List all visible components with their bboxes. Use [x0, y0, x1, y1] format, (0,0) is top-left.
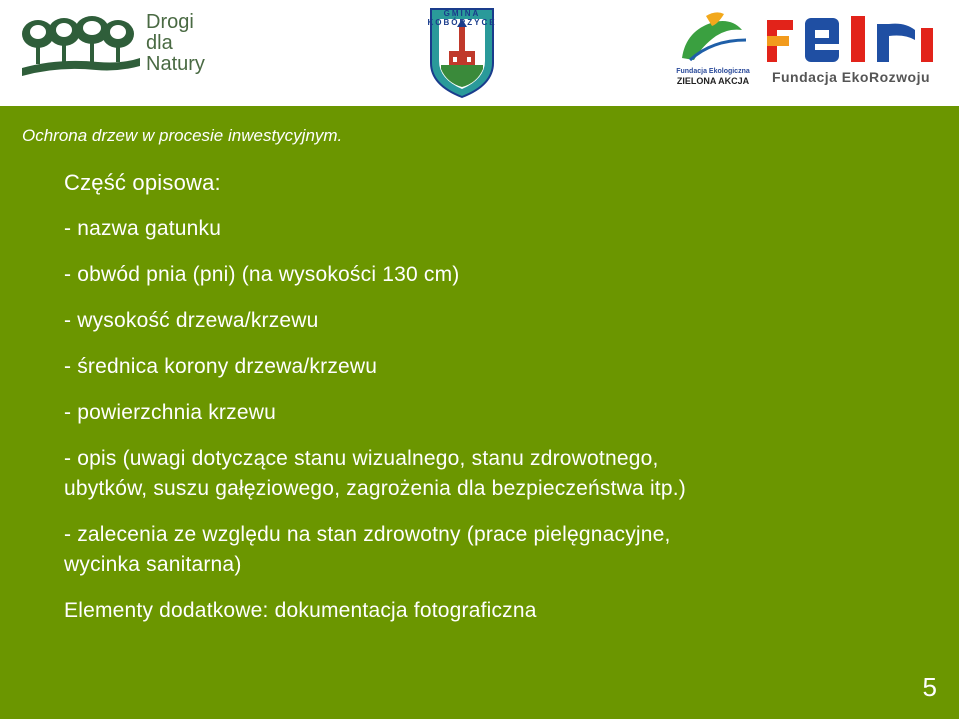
opis-line2: ubytków, suszu gałęziowego, zagrożenia dla bezpieczeństwa itp.) [64, 477, 686, 500]
slide-body [0, 106, 959, 719]
fer-icon [765, 14, 937, 66]
elementy-dodatkowe: Elementy dodatkowe: dokumentacja fotograficzna [64, 599, 537, 622]
page-number: 5 [922, 672, 937, 702]
drogi-logo-line3: Natury [146, 53, 205, 75]
gmina-crest-logo [427, 3, 497, 99]
section-heading: Część opisowa: [64, 170, 221, 195]
zielona-akcja-logo [672, 10, 754, 90]
zielona-caption-line1: Fundacja Ekologiczna [676, 68, 750, 75]
list-item-gatunek: - nazwa gatunku [64, 217, 222, 240]
list-item-wysokosc: - wysokość drzewa/krzewu [64, 309, 319, 332]
slide-subtitle: Ochrona drzew w procesie inwestycyjnym. [22, 126, 343, 145]
list-item-obwod: - obwód pnia (pni) (na wysokości 130 cm) [64, 263, 460, 286]
zalecenia-line2: wycinka sanitarna) [64, 553, 242, 576]
slide-content [64, 168, 924, 626]
list-item-powierzchnia: - powierzchnia krzewu [64, 401, 276, 424]
ekorozwoju-caption: Fundacja EkoRozwoju [771, 69, 931, 85]
leaf-icon [672, 10, 754, 68]
zalecenia-line1: - zalecenia ze względu na stan zdrowotny (prace pielęgnacyjne, [64, 523, 671, 546]
trees-icon [18, 8, 144, 84]
drogi-logo-line2: dla [146, 32, 173, 54]
drogi-logo-line1: Drogi [146, 11, 194, 33]
drogi-dla-natury-logo [18, 8, 218, 84]
zielona-akcja-caption [672, 68, 754, 87]
list-item-zalecenia [64, 520, 924, 580]
opis-line1: - opis (uwagi dotyczące stanu wizualnego, stanu zdrowotnego, [64, 447, 659, 470]
list-item-srednica: - średnica korony drzewa/krzewu [64, 355, 378, 378]
list-item-opis [64, 444, 924, 504]
gmina-crest-text: GMINA KOBÓRZYCE [427, 9, 497, 27]
header-logo-bar [0, 0, 959, 106]
fundacja-ekorozwoju-logo [765, 14, 937, 90]
drogi-logo-wordmark [146, 12, 205, 75]
zielona-caption-line2: ZIELONA AKCJA [676, 76, 750, 86]
